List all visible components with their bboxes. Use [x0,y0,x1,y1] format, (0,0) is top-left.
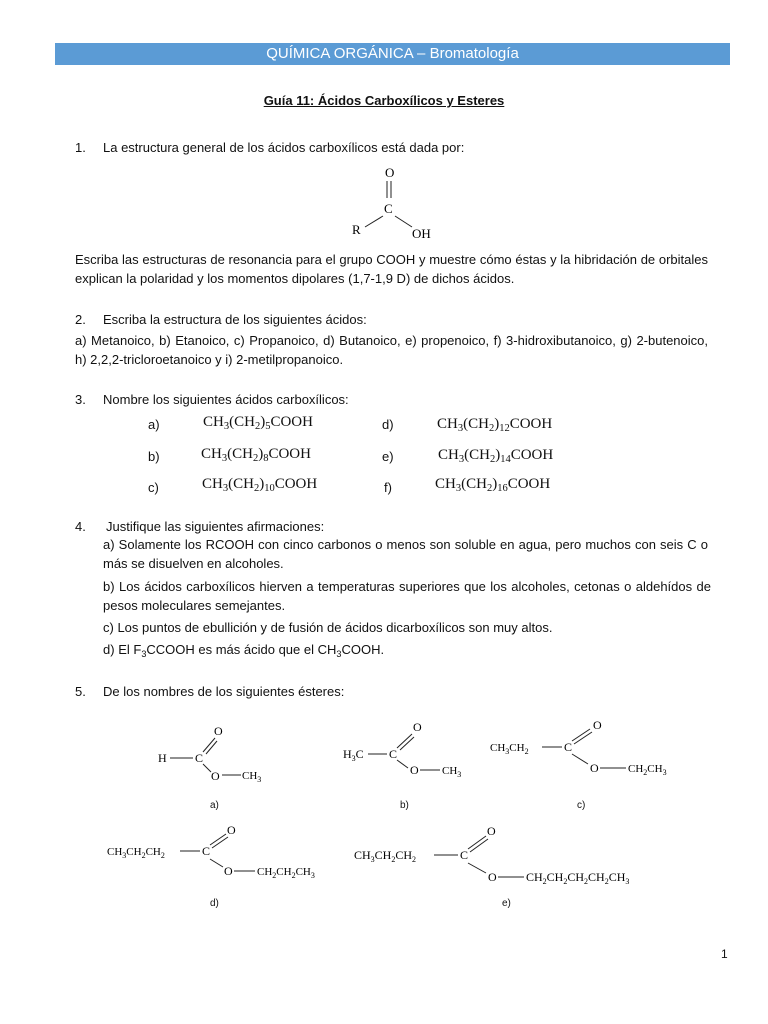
q4-item-d: d) El $F_3CCOOH$ es más ácido que el $CH_3COOH$. [103,642,385,659]
structure-r: R [352,222,361,237]
q3-formula-e: $CH_3(CH_2)_{14}COOH$ [438,447,554,465]
ester-c-structure [488,712,688,782]
q2-paragraph: a) Metanoico, b) Etanoico, c) Propanoico, d) Butanoico, e) propenoico, f) 3-hidroxibutanoico, g) 2-butenoico, h) 2,2,2-tricloroetanoico y i) 2-metilpropanoico. [75,333,708,367]
q3-formula-b: $CH_3(CH_2)_8COOH$ [201,446,311,464]
q3-item-label: e) [382,449,394,464]
ester-d-structure [105,822,340,884]
q4-text: Justifique las siguientes afirmaciones: [106,519,325,534]
svg-text:C: C [202,844,211,858]
q4-number: 4. [75,519,86,534]
svg-text:H3C: $H_3C$ [343,747,364,763]
q1-number: 1. [75,140,86,155]
q5-number: 5. [75,684,86,699]
q3-formula-a: $CH_3(CH_2)_5COOH$ [203,414,313,432]
svg-text:C: C [564,740,573,754]
q1-text: La estructura general de los ácidos carboxílicos está dada por: [103,140,465,155]
svg-text:O: O [410,763,419,777]
q3-formula-d: $CH_3(CH_2)_{12}COOH$ [437,416,553,434]
svg-text:O: O [487,824,496,838]
svg-text:CH3: $CH_3$ [242,770,262,784]
svg-text:O: O [488,870,497,884]
svg-text:CH2CH2CH2CH2CH3: $CH_2CH_2CH_2CH_2CH_3$ [526,870,630,886]
page-number: 1 [721,947,728,961]
q1-paragraph: Escriba las estructuras de resonancia para el grupo COOH y muestre cómo éstas y la hibridación de orbitales explican la polaridad y los momentos dipolares (1,7-1,9 D) de dichos ácidos. [75,252,708,286]
ester-e-structure [352,822,662,888]
svg-text:C: C [195,751,204,765]
q2-text: Escriba la estructura de los siguientes ácidos: [103,312,367,327]
q3-text: Nombre los siguientes ácidos carboxílicos: [103,392,349,407]
q3-formula-f: $CH_3(CH_2)_{16}COOH$ [435,476,551,494]
svg-text:CH2CH2CH3: $CH_2CH_2CH_3$ [257,866,315,880]
svg-text:O: O [224,864,233,878]
ester-a-structure [155,720,275,785]
ester-a-label: a) [210,800,219,811]
structure-c: C [384,201,393,216]
svg-text:C: C [460,848,469,862]
q3-item-label: b) [148,449,160,464]
structure-oh: OH [412,226,431,241]
q3-item-label: f) [384,480,392,495]
svg-text:CH3CH2CH2: $CH_3CH_2CH_2$ [354,848,417,864]
q4-item-c: c) Los puntos de ebullición y de fusión de ácidos dicarboxílicos son muy altos. [103,620,553,635]
svg-text:CH3CH2CH2: $CH_3CH_2CH_2$ [107,846,165,860]
svg-text:O: O [211,769,220,783]
svg-text:C: C [389,747,398,761]
svg-text:O: O [590,761,599,775]
ester-b-structure [340,718,475,783]
svg-text:O: O [413,720,422,734]
svg-text:O: O [214,724,223,738]
q3-item-label: a) [148,417,160,432]
q4-item-a: a) Solamente los RCOOH con cinco carbonos o menos son soluble en agua, pero muchos con seis C o más se disuelven en alcoholes. [103,537,708,571]
structure-o: O [385,165,395,180]
carboxylic-acid-structure [340,164,450,244]
ester-d-label: d) [210,898,219,909]
q3-item-label: d) [382,417,394,432]
q2-number: 2. [75,312,86,327]
ester-b-label: b) [400,800,409,811]
svg-text:H: H [158,751,167,765]
ester-e-label: e) [502,898,511,909]
svg-text:O: O [593,718,602,732]
svg-text:CH3: $CH_3$ [442,765,462,779]
q3-number: 3. [75,392,86,407]
svg-text:O: O [227,823,236,837]
guide-title: Guía 11: Ácidos Carboxílicos y Esteres [263,93,505,108]
svg-text:CH3CH2: $CH_3CH_2$ [490,742,529,756]
q4-item-b: b) Los ácidos carboxílicos hierven a temperaturas superiores que los alcoholes, cetonas o aldehídos de pesos moleculares semejantes. [103,579,711,613]
q5-text: De los nombres de los siguientes ésteres: [103,684,345,699]
svg-text:CH2CH3: $CH_2CH_3$ [628,763,667,777]
q3-formula-c: $CH_3(CH_2)_{10}COOH$ [202,476,318,494]
ester-c-label: c) [577,800,586,811]
header-bar: QUÍMICA ORGÁNICA – Bromatología [55,43,730,65]
q3-item-label: c) [148,480,159,495]
